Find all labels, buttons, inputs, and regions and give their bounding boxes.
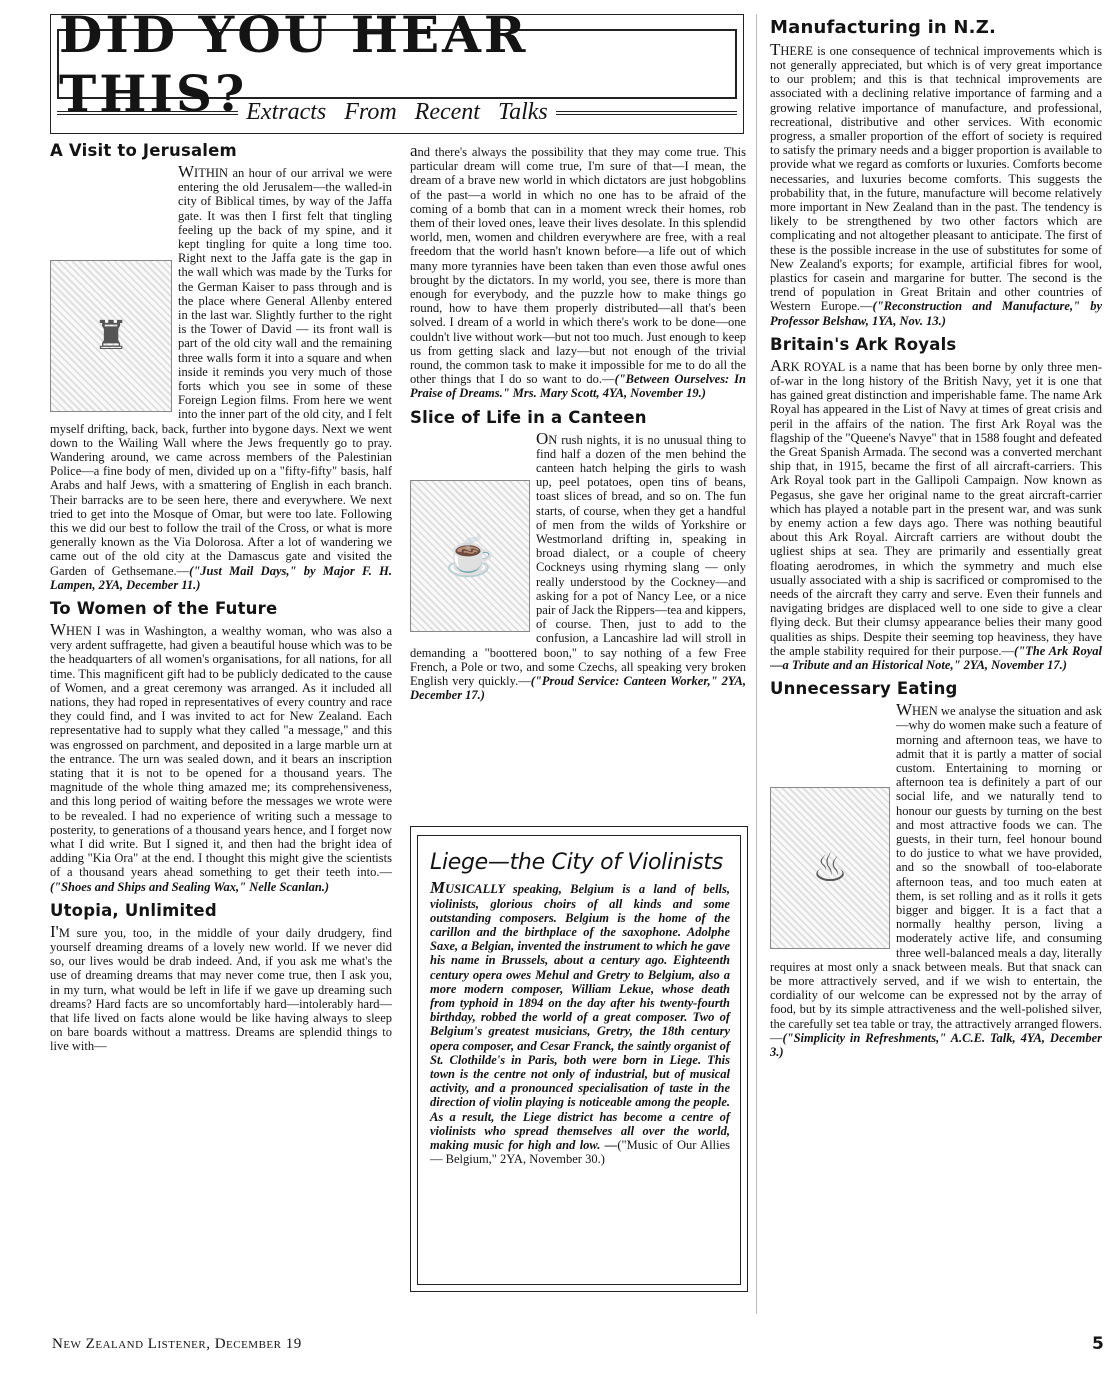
- canteen-worker-icon: ☕: [410, 480, 530, 632]
- article-source: ("Between Ourselves: In Praise of Dreams." Mrs. Mary Scott, 4YA, November 19.): [410, 372, 746, 401]
- subtitle-rule-right: [556, 111, 737, 115]
- subtitle-rule-left: [57, 111, 238, 115]
- article-body: ♜ WITHIN an hour of our arrival we were entering the old Jerusalem—the walled-in city of Biblical times, by way of the Jaffa gate. It was then I first felt that tingling feeling up the back of my spine, and it kept tingling for quite a long time too. Right next to the Jaffa gate is the gap in the wall which was made by the Turks for the German Kaiser to pass through and is the place where General Allenby entered in the last war. Slightly further to the right is the Tower of David — its front wall is part of the old city wall and the remaining three walls form it into a square and when inside it reminds you very much of those forts which you see in some of these Foreign Legion films. From here we went into the inner part of the old city, and I felt myself drifting, back, back, further into bygone days. Next we went down to the Wailing Wall where the Jews frequently go to pray. Wandering around, we came across members of the Palestinian Police—a fine body of men, divided up on a "fifty-fifty" basis, half Arabs and half Jews, with a smattering of English in each branch. Their barracks are to be seen here, there and everywhere. We next tried to get into the Mosque of Omar, but were too late. Following this we did our best to follow the trail of the Cross, or what is more generally known as the Via Dolorosa. After a lot of wandering we came out of the old city at the Damascus gate and visited the Garden of Gethsemane.—("Just Mail Days," by Major F. H. Lampen, 2YA, December 11.): [50, 161, 392, 592]
- article-body: ☕ ON rush nights, it is no unusual thing to find half a dozen of the men behind the canteen hatch helping the girls to wash up, peel potatoes, open tins of beans, toast slices of bread, and so on. The fun starts, of course, when they get a handful of men from the wilds of Yorkshire or Westmorland drifting in, speaking in broad dialect, or a couple of cheery Cockneys using rhyming slang — only really understood by the Cockney—and asking for a pot of Nancy Lee, or a nice pair of Jack the Rippers—tea and kippers, of course. Then, just to add to the confusion, a Lancashire lad will stroll in demanding a "boottered boon," to say nothing of a few Free French, a Pole or two, and some Czechs, all speaking very broken English very quickly.—("Proud Service: Canteen Worker," 2YA, December 17.): [410, 428, 746, 703]
- article-heading: Manufacturing in N.Z.: [770, 18, 997, 38]
- article-source: ("The Ark Royal—a Tribute and an Historical Note," 2YA, November 17.): [770, 643, 1102, 672]
- article-women: [50, 600, 392, 894]
- article-source: ("Proud Service: Canteen Worker," 2YA, December 17.): [410, 674, 746, 703]
- article-body: WHEN I was in Washington, a wealthy woman, who was also a very ardent suffragette, had given a beautiful house which was to be the headquarters of all women's organisations, for all nations, for all time. This magnificent gift had to be publicly dedicated to the cause of Women, and a great ceremony was arranged. As it included all nations, they had roped in representatives of every country and race they could find, and I was invited to act for New Zealand. Each representative had to supply what they called "a message," and this was engrossed on parchment, and deposited in a large marble urn at the entrance. The urn was sealed down, and it bears an inscription stating that it is not to be opened for a thousand years. The magnitude of the whole thing amazed me; its comprehensiveness, and this long period of waiting before the messages we wrote were to be revealed. I had no experience of writing such a message to posterity, to generations of a thousand years hence, and I forget now what I did write. But I signed it, and then had the bright idea of adding "Kia Ora" at the end. I thought this might give the scientists of a thousand years ahead something to get their teeth into.—("Shoes and Ships and Sealing Wax," Nelle Scanlan.): [50, 620, 392, 894]
- article-heading: Slice of Life in a Canteen: [410, 407, 647, 427]
- column-right: [770, 18, 1102, 1330]
- masthead-box: [50, 5, 744, 134]
- article-heading: A Visit to Jerusalem: [50, 142, 237, 160]
- article-eating: [770, 680, 1102, 1059]
- column-left: [50, 142, 392, 1310]
- article-heading: To Women of the Future: [50, 599, 278, 619]
- article-source: ("Reconstruction and Manufacture," by Professor Belshaw, 1YA, Nov. 13.): [770, 299, 1102, 328]
- article-body: and there's always the possibility that they may come true. This particular dream will come true, I'm sure of that—I mean, the dream of a brave new world in which dictators are just hobgoblins of the past—a world in which no one has to be afraid of the coming of a bomb that can in a moment wreck their homes, rob them of their loved ones, leave their lives desolate. In this splendid world, men, women and children everywhere are free, with a real freedom that the world hasn't known before—a life out of which many more tyrannies have been taken than even those awful ones brought by the dictators. In my world, you see, there is more than enough for everybody, and the puzzle how to make things go round, how to have them properly distributed—all that's been solved. I dream of a world in which there's work to be done—one couldn't live without work—but not too much. Just enough to keep us from getting slack and lazy—but not enough of the trivial round, the common task to make it impossible for me to do all the other things that I do so want to do.—("Between Ourselves: In Praise of Dreams." Mrs. Mary Scott, 4YA, November 19.): [410, 142, 746, 401]
- article-source: ("Simplicity in Refreshments," A.C.E. Talk, 4YA, December 3.): [770, 1030, 1102, 1060]
- page-title: DID YOU HEAR THIS?: [59, 5, 529, 123]
- page-subtitle: Extracts From Recent Talks: [246, 99, 548, 125]
- column-divider: [756, 14, 757, 1314]
- article-body: MUSICALLY speaking, Belgium is a land of bells, violinists, glorious choirs of all kinds and some outstanding composers. Belgium is the home of the carillon and the birthplace of the saxophone. Adolphe Saxe, a Belgian, invented the instrument to which he gave his name in Brussels, about a century ago. Eighteenth century opera owes Mehul and Gretry to Belgium, also a more modern composer, William Lekue, whose death from typhoid in 1894 on the day after his twenty-fourth birthday, robbed the world of a great composer. Two of Belgium's greatest musicians, Gretry, the 18th century opera composer, and Cesar Franck, the saintly organist of St. Clothilde's in Paris, both were born in Liege. This town is the centre not only of industrial, but of musical activity, and a pronounced specialisation of taste in the direction of violin playing is noticeable among the people. As a result, the Liege district has become a centre of violinists who spread themselves all over the world, making music for high and low. —("Music of Our Allies — Belgium," 2YA, November 30.): [430, 878, 730, 1167]
- boxed-article-frame: [417, 835, 741, 1285]
- article-body: THERE is one consequence of technical improvements which is not generally appreciated, but which is of very great importance to our problem; and this is that technical improvements are associated with a declining relative importance of farming and a growing relative importance of manufacture, and professional, recreational, distributive and other services. With economic progress, a smaller proportion of the effort of society is required to satisfy the primary needs and a bigger proportion is available to provide what we regard as comforts or luxuries. Comforts become necessaries, and luxuries become comforts. This suggests the probability that, in the future, manufacture will become relatively more important in New Zealand than in the past. The tendency is likely to be strengthened by two other factors which are complicating and not altogether pleasant to anticipate. The first of these is the possible increase in the use of substitutes for some of New Zealand's exports; for example, artificial fibres for wool, plastics for casein and margarine for butter. The second is the trend of population in Great Britain and other countries of Western Europe.—("Reconstruction and Manufacture," by Professor Belshaw, 1YA, Nov. 13.): [770, 39, 1102, 328]
- article-heading: Britain's Ark Royals: [770, 334, 957, 354]
- article-source: ("Music of Our Allies — Belgium," 2YA, November 30.): [430, 1137, 730, 1167]
- article-heading: Liege—the City of Violinists: [430, 850, 723, 875]
- tower-icon: ♜: [50, 260, 172, 412]
- article-manufacturing: [770, 18, 1102, 328]
- publication-footer: New Zealand Listener, December 19: [52, 1336, 302, 1352]
- article-body: ♨ WHEN we analyse the situation and ask—why do women make such a feature of morning and afternoon teas, we have to admit that it is partly a matter of social custom. Entertaining to morning or afternoon tea is definitely a part of our social life, and we naturally tend to honour our guests by turning on the best and most attractive foods we can. The guests, in their turn, feel honour bound to do justice to what we have provided, and so the snowball of too-elaborate afternoon teas, and too much eaten at them, is set rolling and as it rolls it gets bigger and bigger. It is a fact that a normally healthy person, living a moderately active life, and consuming three well-balanced meals a day, literally requires at most only a snack between meals. But that snack can be more attractively served, and if we wish to entertain, the cordiality of our welcome can be expressed not by the array of food, but by its simple attractiveness and the well-polished silver, the carefully set tea table or tray, the attractively arranged flowers.—("Simplicity in Refreshments," A.C.E. Talk, 4YA, December 3.): [770, 700, 1102, 1060]
- article-canteen: [410, 409, 746, 703]
- article-heading: Utopia, Unlimited: [50, 900, 217, 920]
- article-jerusalem: [50, 142, 392, 592]
- page-number: 5: [1092, 1334, 1104, 1354]
- article-utopia-continued: [410, 144, 746, 401]
- subtitle-row: [57, 99, 737, 126]
- article-utopia: [50, 902, 392, 1054]
- article-source: ("Just Mail Days," by Major F. H. Lampen, 2YA, December 11.): [50, 563, 392, 592]
- teacup-icon: ♨: [770, 787, 890, 949]
- article-ark-royal: [770, 336, 1102, 672]
- article-body: ARK ROYAL is a name that has been borne by only three men-of-war in the long history of the British Navy, yet it is one that has gained great distinction and imperishable fame. The name Ark Royal has appeared in the List of Navy at times of great crisis and peril in the affairs of the nation. The first Ark Royal was the flagship of the "Queene's Navye" that in 1588 fought and defeated the Great Spanish Armada. The second was a converted merchant ship that, in 1915, became the first of all aircraft-carriers. This Ark Royal took part in the Gallipoli Campaign. Now known as Pegasus, she gave her original name to the great aircraft-carrier which has played a notable part in the present war, and was sunk by enemy action a few days ago. There was nothing beautiful about this Ark Royal. Aircraft carriers are without doubt the ugliest ships at sea. They are primarily and essentially great floating aerodromes, in which the symmetry and much else usually associated with a ship is sacrificed or compromised to the needs of the aircraft they carry and serve. Even their funnels and navigating bridges are displaced well to one side to give a clear flying deck. But their clumsy appearance belies their many good qualities as ships. Despite their seeming top heaviness, they have the ample stability required for their purpose.—("The Ark Royal—a Tribute and an Historical Note," 2YA, November 17.): [770, 355, 1102, 672]
- boxed-article: [410, 826, 748, 1292]
- article-body: I'M sure you, too, in the middle of your daily drudgery, find yourself dreaming dreams of a lovely new world. If we never did so, our lives would be drab indeed. And, if you ask me what's the use of dreaming dreams that may never come true, then I ask you, in my turn, what would be left in life if we gave up dreaming such dreams? Hard facts are so uncomfortably hard—intolerably hard—that life lived on facts alone would be like having always to sleep on bare boards without a mattress. Dreams are splendid things to live with—: [50, 921, 392, 1054]
- article-source: ("Shoes and Ships and Sealing Wax," Nelle Scanlan.): [50, 879, 330, 894]
- article-heading: Unnecessary Eating: [770, 679, 958, 699]
